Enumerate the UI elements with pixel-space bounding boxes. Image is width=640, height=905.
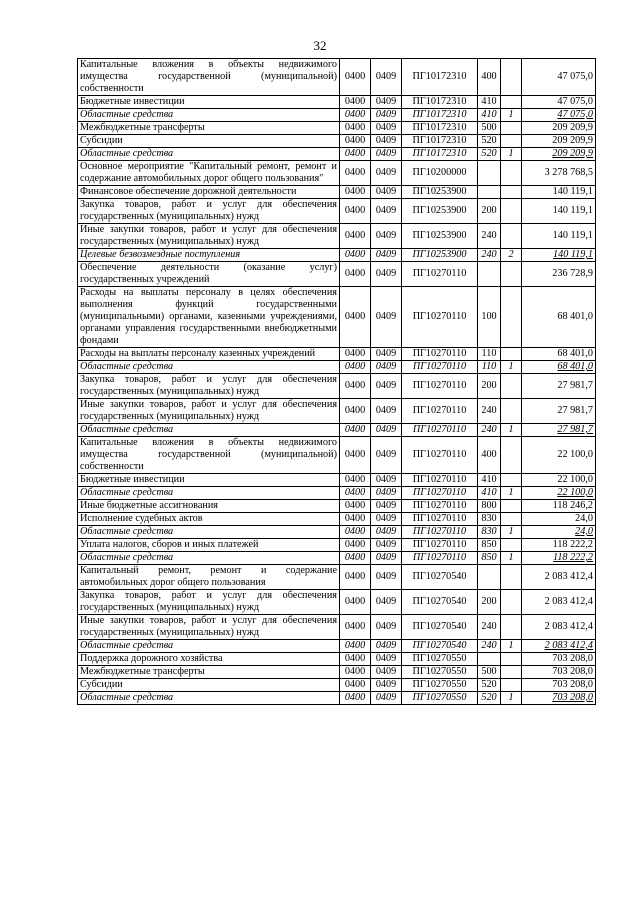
expense-type-code: 240 xyxy=(478,249,501,262)
amount: 24,0 xyxy=(522,513,596,526)
amount: 140 119,1 xyxy=(522,249,596,262)
target-article-code: ПГ10270110 xyxy=(402,262,478,287)
target-article-code: ПГ10172310 xyxy=(402,109,478,122)
amount: 2 083 412,4 xyxy=(522,640,596,653)
target-article-code: ПГ10270550 xyxy=(402,692,478,705)
row-name: Областные средства xyxy=(78,109,340,122)
subsection-code: 0409 xyxy=(371,526,402,539)
row-name: Межбюджетные трансферты xyxy=(78,122,340,135)
table-row-funding-source xyxy=(78,148,596,161)
funding-source-code: 2 xyxy=(501,249,522,262)
target-article-code: ПГ10270540 xyxy=(402,565,478,590)
amount: 209 209,9 xyxy=(522,122,596,135)
budget-table xyxy=(77,58,596,705)
expense-type-code xyxy=(478,653,501,666)
target-article-code: ПГ10270110 xyxy=(402,513,478,526)
amount: 27 981,7 xyxy=(522,399,596,424)
subsection-code: 0409 xyxy=(371,262,402,287)
table-row xyxy=(78,500,596,513)
subsection-code: 0409 xyxy=(371,679,402,692)
amount: 47 075,0 xyxy=(522,96,596,109)
row-name: Иные бюджетные ассигнования xyxy=(78,500,340,513)
expense-type-code: 240 xyxy=(478,640,501,653)
subsection-code: 0409 xyxy=(371,224,402,249)
table-row xyxy=(78,262,596,287)
subsection-code: 0409 xyxy=(371,122,402,135)
subsection-code: 0409 xyxy=(371,199,402,224)
row-name: Иные закупки товаров, работ и услуг для обеспечения государственных (муниципальных) нужд xyxy=(78,615,340,640)
amount: 118 246,2 xyxy=(522,500,596,513)
row-name: Уплата налогов, сборов и иных платежей xyxy=(78,539,340,552)
expense-type-code: 200 xyxy=(478,374,501,399)
table-row xyxy=(78,348,596,361)
subsection-code: 0409 xyxy=(371,109,402,122)
table-row-funding-source xyxy=(78,640,596,653)
amount: 118 222,2 xyxy=(522,539,596,552)
target-article-code: ПГ10253900 xyxy=(402,186,478,199)
row-name: Областные средства xyxy=(78,692,340,705)
funding-source-code xyxy=(501,437,522,474)
expense-type-code xyxy=(478,186,501,199)
expense-type-code: 410 xyxy=(478,109,501,122)
section-code: 0400 xyxy=(340,653,371,666)
section-code: 0400 xyxy=(340,666,371,679)
expense-type-code: 410 xyxy=(478,96,501,109)
row-name: Капитальные вложения в объекты недвижимого имущества государственной (муниципальной) собственности xyxy=(78,437,340,474)
row-name: Иные закупки товаров, работ и услуг для обеспечения государственных (муниципальных) нужд xyxy=(78,399,340,424)
funding-source-code xyxy=(501,262,522,287)
target-article-code: ПГ10270110 xyxy=(402,374,478,399)
section-code: 0400 xyxy=(340,513,371,526)
target-article-code: ПГ10270550 xyxy=(402,653,478,666)
section-code: 0400 xyxy=(340,437,371,474)
amount: 209 209,9 xyxy=(522,148,596,161)
expense-type-code: 410 xyxy=(478,487,501,500)
target-article-code: ПГ10172310 xyxy=(402,135,478,148)
subsection-code: 0409 xyxy=(371,135,402,148)
table-row xyxy=(78,437,596,474)
target-article-code: ПГ10270540 xyxy=(402,615,478,640)
table-row xyxy=(78,653,596,666)
table-row-funding-source xyxy=(78,692,596,705)
expense-type-code: 830 xyxy=(478,526,501,539)
table-row xyxy=(78,666,596,679)
row-name: Межбюджетные трансферты xyxy=(78,666,340,679)
funding-source-code xyxy=(501,186,522,199)
expense-type-code: 520 xyxy=(478,135,501,148)
section-code: 0400 xyxy=(340,692,371,705)
section-code: 0400 xyxy=(340,640,371,653)
section-code: 0400 xyxy=(340,526,371,539)
funding-source-code xyxy=(501,287,522,348)
amount: 236 728,9 xyxy=(522,262,596,287)
funding-source-code xyxy=(501,513,522,526)
amount: 47 075,0 xyxy=(522,59,596,96)
amount: 140 119,1 xyxy=(522,224,596,249)
subsection-code: 0409 xyxy=(371,249,402,262)
target-article-code: ПГ10270110 xyxy=(402,526,478,539)
funding-source-code xyxy=(501,590,522,615)
table-row xyxy=(78,59,596,96)
section-code: 0400 xyxy=(340,109,371,122)
subsection-code: 0409 xyxy=(371,96,402,109)
target-article-code: ПГ10270110 xyxy=(402,348,478,361)
subsection-code: 0409 xyxy=(371,653,402,666)
target-article-code: ПГ10270540 xyxy=(402,640,478,653)
section-code: 0400 xyxy=(340,135,371,148)
expense-type-code: 100 xyxy=(478,287,501,348)
table-row-funding-source xyxy=(78,109,596,122)
expense-type-code: 240 xyxy=(478,424,501,437)
funding-source-code xyxy=(501,679,522,692)
amount: 22 100,0 xyxy=(522,437,596,474)
subsection-code: 0409 xyxy=(371,692,402,705)
subsection-code: 0409 xyxy=(371,539,402,552)
target-article-code: ПГ10270110 xyxy=(402,399,478,424)
table-row-funding-source xyxy=(78,487,596,500)
section-code: 0400 xyxy=(340,679,371,692)
subsection-code: 0409 xyxy=(371,399,402,424)
amount: 2 083 412,4 xyxy=(522,590,596,615)
row-name: Областные средства xyxy=(78,552,340,565)
section-code: 0400 xyxy=(340,615,371,640)
subsection-code: 0409 xyxy=(371,565,402,590)
section-code: 0400 xyxy=(340,500,371,513)
section-code: 0400 xyxy=(340,539,371,552)
funding-source-code xyxy=(501,399,522,424)
funding-source-code xyxy=(501,565,522,590)
funding-source-code xyxy=(501,135,522,148)
target-article-code: ПГ10200000 xyxy=(402,161,478,186)
expense-type-code: 830 xyxy=(478,513,501,526)
amount: 2 083 412,4 xyxy=(522,565,596,590)
section-code: 0400 xyxy=(340,348,371,361)
amount: 2 083 412,4 xyxy=(522,615,596,640)
expense-type-code xyxy=(478,565,501,590)
funding-source-code: 1 xyxy=(501,640,522,653)
amount: 27 981,7 xyxy=(522,374,596,399)
row-name: Закупка товаров, работ и услуг для обеспечения государственных (муниципальных) нужд xyxy=(78,590,340,615)
section-code: 0400 xyxy=(340,399,371,424)
expense-type-code: 240 xyxy=(478,224,501,249)
amount: 703 208,0 xyxy=(522,666,596,679)
amount: 140 119,1 xyxy=(522,199,596,224)
expense-type-code: 200 xyxy=(478,199,501,224)
section-code: 0400 xyxy=(340,161,371,186)
table-row xyxy=(78,224,596,249)
table-row xyxy=(78,399,596,424)
expense-type-code xyxy=(478,262,501,287)
target-article-code: ПГ10172310 xyxy=(402,122,478,135)
funding-source-code xyxy=(501,539,522,552)
funding-source-code xyxy=(501,653,522,666)
subsection-code: 0409 xyxy=(371,161,402,186)
amount: 140 119,1 xyxy=(522,186,596,199)
section-code: 0400 xyxy=(340,552,371,565)
funding-source-code xyxy=(501,615,522,640)
table-row xyxy=(78,679,596,692)
expense-type-code: 240 xyxy=(478,399,501,424)
amount: 703 208,0 xyxy=(522,692,596,705)
expense-type-code: 410 xyxy=(478,474,501,487)
table-row xyxy=(78,135,596,148)
subsection-code: 0409 xyxy=(371,59,402,96)
target-article-code: ПГ10270110 xyxy=(402,500,478,513)
table-row xyxy=(78,590,596,615)
subsection-code: 0409 xyxy=(371,474,402,487)
expense-type-code: 240 xyxy=(478,615,501,640)
page-number: 32 xyxy=(313,38,327,53)
row-name: Расходы на выплаты персоналу казенных учреждений xyxy=(78,348,340,361)
funding-source-code xyxy=(501,474,522,487)
budget-table-body xyxy=(78,59,596,705)
row-name: Областные средства xyxy=(78,361,340,374)
expense-type-code: 500 xyxy=(478,666,501,679)
expense-type-code: 110 xyxy=(478,348,501,361)
amount: 703 208,0 xyxy=(522,679,596,692)
expense-type-code xyxy=(478,161,501,186)
funding-source-code: 1 xyxy=(501,487,522,500)
table-row xyxy=(78,122,596,135)
expense-type-code: 500 xyxy=(478,122,501,135)
table-row xyxy=(78,186,596,199)
section-code: 0400 xyxy=(340,374,371,399)
section-code: 0400 xyxy=(340,565,371,590)
amount: 22 100,0 xyxy=(522,474,596,487)
target-article-code: ПГ10253900 xyxy=(402,224,478,249)
table-row-funding-source xyxy=(78,526,596,539)
expense-type-code: 200 xyxy=(478,590,501,615)
expense-type-code: 520 xyxy=(478,679,501,692)
subsection-code: 0409 xyxy=(371,361,402,374)
section-code: 0400 xyxy=(340,96,371,109)
subsection-code: 0409 xyxy=(371,186,402,199)
funding-source-code: 1 xyxy=(501,148,522,161)
subsection-code: 0409 xyxy=(371,348,402,361)
section-code: 0400 xyxy=(340,361,371,374)
subsection-code: 0409 xyxy=(371,513,402,526)
funding-source-code xyxy=(501,348,522,361)
funding-source-code: 1 xyxy=(501,424,522,437)
row-name: Капитальный ремонт, ремонт и содержание автомобильных дорог общего пользования xyxy=(78,565,340,590)
section-code: 0400 xyxy=(340,199,371,224)
table-row xyxy=(78,513,596,526)
expense-type-code: 400 xyxy=(478,437,501,474)
row-name: Областные средства xyxy=(78,640,340,653)
table-row xyxy=(78,96,596,109)
expense-type-code: 110 xyxy=(478,361,501,374)
subsection-code: 0409 xyxy=(371,487,402,500)
row-name: Финансовое обеспечение дорожной деятельности xyxy=(78,186,340,199)
subsection-code: 0409 xyxy=(371,287,402,348)
target-article-code: ПГ10270110 xyxy=(402,287,478,348)
section-code: 0400 xyxy=(340,474,371,487)
row-name: Областные средства xyxy=(78,424,340,437)
subsection-code: 0409 xyxy=(371,666,402,679)
section-code: 0400 xyxy=(340,590,371,615)
table-row xyxy=(78,474,596,487)
row-name: Основное мероприятие "Капитальный ремонт, ремонт и содержание автомобильных дорог общего пользования" xyxy=(78,161,340,186)
funding-source-code: 1 xyxy=(501,692,522,705)
section-code: 0400 xyxy=(340,262,371,287)
row-name: Целевые безвозмездные поступления xyxy=(78,249,340,262)
target-article-code: ПГ10270550 xyxy=(402,666,478,679)
amount: 27 981,7 xyxy=(522,424,596,437)
subsection-code: 0409 xyxy=(371,640,402,653)
subsection-code: 0409 xyxy=(371,590,402,615)
target-article-code: ПГ10270110 xyxy=(402,539,478,552)
amount: 68 401,0 xyxy=(522,348,596,361)
row-name: Обеспечение деятельности (оказание услуг) государственных учреждений xyxy=(78,262,340,287)
section-code: 0400 xyxy=(340,224,371,249)
table-row xyxy=(78,374,596,399)
funding-source-code: 1 xyxy=(501,109,522,122)
subsection-code: 0409 xyxy=(371,424,402,437)
table-row xyxy=(78,615,596,640)
funding-source-code xyxy=(501,161,522,186)
row-name: Субсидии xyxy=(78,135,340,148)
row-name: Расходы на выплаты персоналу в целях обеспечения выполнения функций государственными (муниципальными) органами, казенными учреждениями, органами управления государственными внебюджетными фондами xyxy=(78,287,340,348)
amount: 68 401,0 xyxy=(522,361,596,374)
funding-source-code xyxy=(501,122,522,135)
funding-source-code xyxy=(501,96,522,109)
amount: 47 075,0 xyxy=(522,109,596,122)
expense-type-code: 520 xyxy=(478,148,501,161)
target-article-code: ПГ10172310 xyxy=(402,96,478,109)
subsection-code: 0409 xyxy=(371,552,402,565)
subsection-code: 0409 xyxy=(371,615,402,640)
row-name: Областные средства xyxy=(78,526,340,539)
target-article-code: ПГ10270110 xyxy=(402,474,478,487)
target-article-code: ПГ10172310 xyxy=(402,59,478,96)
row-name: Поддержка дорожного хозяйства xyxy=(78,653,340,666)
section-code: 0400 xyxy=(340,249,371,262)
amount: 3 278 768,5 xyxy=(522,161,596,186)
table-row xyxy=(78,161,596,186)
section-code: 0400 xyxy=(340,186,371,199)
amount: 209 209,9 xyxy=(522,135,596,148)
target-article-code: ПГ10172310 xyxy=(402,148,478,161)
table-row-funding-source xyxy=(78,361,596,374)
funding-source-code xyxy=(501,59,522,96)
section-code: 0400 xyxy=(340,148,371,161)
expense-type-code: 850 xyxy=(478,552,501,565)
amount: 703 208,0 xyxy=(522,653,596,666)
target-article-code: ПГ10270550 xyxy=(402,679,478,692)
target-article-code: ПГ10270110 xyxy=(402,437,478,474)
subsection-code: 0409 xyxy=(371,374,402,399)
subsection-code: 0409 xyxy=(371,148,402,161)
section-code: 0400 xyxy=(340,59,371,96)
row-name: Капитальные вложения в объекты недвижимого имущества государственной (муниципальной) собственности xyxy=(78,59,340,96)
subsection-code: 0409 xyxy=(371,437,402,474)
amount: 68 401,0 xyxy=(522,287,596,348)
funding-source-code: 1 xyxy=(501,526,522,539)
target-article-code: ПГ10270110 xyxy=(402,424,478,437)
expense-type-code: 400 xyxy=(478,59,501,96)
table-row xyxy=(78,539,596,552)
target-article-code: ПГ10253900 xyxy=(402,199,478,224)
expense-type-code: 520 xyxy=(478,692,501,705)
expense-type-code: 850 xyxy=(478,539,501,552)
table-row-funding-source xyxy=(78,424,596,437)
section-code: 0400 xyxy=(340,424,371,437)
target-article-code: ПГ10270110 xyxy=(402,552,478,565)
row-name: Иные закупки товаров, работ и услуг для обеспечения государственных (муниципальных) нужд xyxy=(78,224,340,249)
row-name: Областные средства xyxy=(78,487,340,500)
table-row-funding-source xyxy=(78,552,596,565)
table-row xyxy=(78,565,596,590)
section-code: 0400 xyxy=(340,487,371,500)
amount: 24,0 xyxy=(522,526,596,539)
row-name: Бюджетные инвестиции xyxy=(78,474,340,487)
target-article-code: ПГ10270110 xyxy=(402,361,478,374)
row-name: Субсидии xyxy=(78,679,340,692)
section-code: 0400 xyxy=(340,287,371,348)
row-name: Закупка товаров, работ и услуг для обеспечения государственных (муниципальных) нужд xyxy=(78,374,340,399)
target-article-code: ПГ10270540 xyxy=(402,590,478,615)
funding-source-code xyxy=(501,666,522,679)
target-article-code: ПГ10253900 xyxy=(402,249,478,262)
row-name: Областные средства xyxy=(78,148,340,161)
funding-source-code xyxy=(501,199,522,224)
section-code: 0400 xyxy=(340,122,371,135)
funding-source-code xyxy=(501,500,522,513)
expense-type-code: 800 xyxy=(478,500,501,513)
amount: 118 222,2 xyxy=(522,552,596,565)
funding-source-code xyxy=(501,224,522,249)
amount: 22 100,0 xyxy=(522,487,596,500)
table-row xyxy=(78,199,596,224)
subsection-code: 0409 xyxy=(371,500,402,513)
row-name: Исполнение судебных актов xyxy=(78,513,340,526)
funding-source-code: 1 xyxy=(501,552,522,565)
target-article-code: ПГ10270110 xyxy=(402,487,478,500)
table-row-funding-source xyxy=(78,249,596,262)
table-row xyxy=(78,287,596,348)
row-name: Закупка товаров, работ и услуг для обеспечения государственных (муниципальных) нужд xyxy=(78,199,340,224)
funding-source-code xyxy=(501,374,522,399)
row-name: Бюджетные инвестиции xyxy=(78,96,340,109)
funding-source-code: 1 xyxy=(501,361,522,374)
